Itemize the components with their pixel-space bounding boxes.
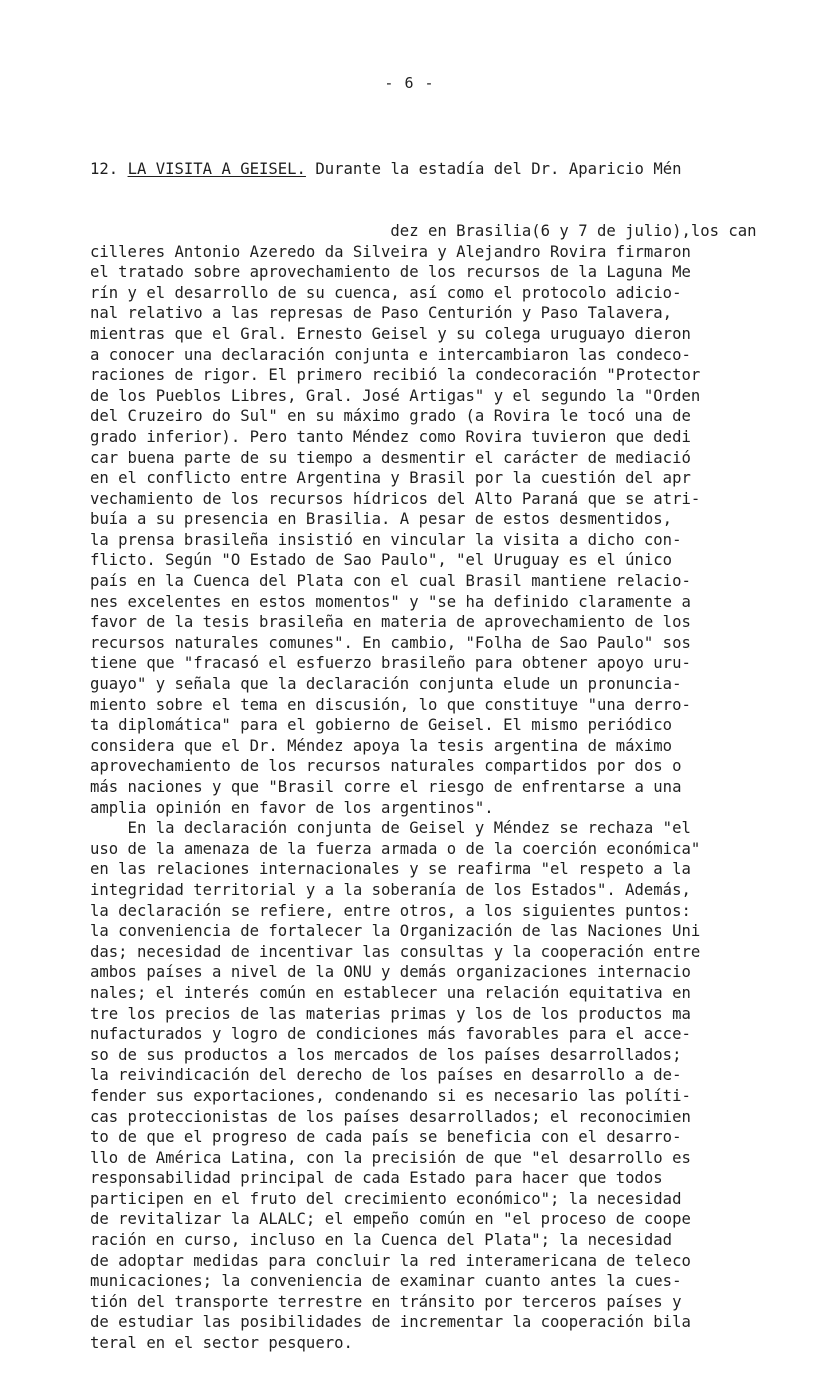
text-line: país en la Cuenca del Plata con el cual Brasil mantiene relacio- [90,572,691,591]
text-line: nes excelentes en estos momentos" y "se ha definido claramente a [90,592,691,611]
text-line: la prensa brasileña insistió en vincular la visita a dicho con- [90,530,682,549]
text-line: nufacturados y logro de condiciones más favorables para el acce- [90,1025,691,1044]
text-line: recursos naturales comunes". En cambio, "Folha de Sao Paulo" sos [90,633,691,652]
text-line: en las relaciones internacionales y se reafirma "el respeto a la [90,860,691,879]
text-line: En la declaración conjunta de Geisel y Méndez se rechaza "el [90,819,691,838]
text-line: das; necesidad de incentivar las consultas y la cooperación entre [90,942,701,961]
text-line: rín y el desarrollo de su cuenca, así como el protocolo adicio- [90,283,682,302]
text-line: integridad territorial y a la soberanía de los Estados". Además, [90,880,691,899]
text-line: mientras que el Gral. Ernesto Geisel y su colega uruguayo dieron [90,324,691,343]
text-line: car buena parte de su tiempo a desmentir el carácter de mediació [90,448,691,467]
text-line: raciones de rigor. El primero recibió la condecoración "Protector [90,366,701,385]
text-line: de adoptar medidas para concluir la red interamericana de teleco [90,1251,691,1270]
text-line: de estudiar las posibilidades de incrementar la cooperación bila [90,1313,691,1332]
text-line: la declaración se refiere, entre otros, a los siguientes puntos: [90,901,691,920]
text-line: tión del transporte terrestre en tránsito por terceros países y [90,1292,682,1311]
text-line: Durante la estadía del Dr. Aparicio Mén [305,160,682,179]
text-line: amplia opinión en favor de los argentinos". [90,798,494,817]
text-line: vechamiento de los recursos hídricos del Alto Paraná que se atri- [90,489,701,508]
text-line: grado inferior). Pero tanto Méndez como Rovira tuvieron que dedi [90,427,691,446]
text-line: del Cruzeiro do Sul" en su máximo grado (a Rovira le tocó una de [90,407,691,426]
text-line: el tratado sobre aprovechamiento de los recursos de la Laguna Me [90,263,691,282]
text-line: llo de América Latina, con la precisión de que "el desarrollo es [90,1148,691,1167]
text-line: buía a su presencia en Brasilia. A pesar de estos desmentidos, [90,510,673,529]
text-line: la conveniencia de fortalecer la Organización de las Naciones Uni [90,922,701,941]
text-line: tiene que "fracasó el esfuerzo brasileño para obtener apoyo uru- [90,654,691,673]
text-line: responsabilidad principal de cada Estado para hacer que todos [90,1169,663,1188]
section-title: LA VISITA A GEISEL. [127,160,306,179]
text-line: ración en curso, incluso en la Cuenca del Plata"; la necesidad [90,1231,673,1250]
text-line: uso de la amenaza de la fuerza armada o de la coerción económica" [90,839,701,858]
text-line: so de sus productos a los mercados de los países desarrollados; [90,1045,682,1064]
text-line: participen en el fruto del crecimiento económico"; la necesidad [90,1189,682,1208]
text-line: en el conflicto entre Argentina y Brasil por la cuestión del apr [90,469,691,488]
text-line: a conocer una declaración conjunta e intercambiaron las condeco- [90,345,691,364]
text-line: cilleres Antonio Azeredo da Silveira y Alejandro Rovira firmaron [90,242,691,261]
text-line: la reivindicación del derecho de los países en desarrollo a de- [90,1066,682,1085]
text-line: municaciones; la conveniencia de examinar cuanto antes la cues- [90,1272,682,1291]
section-heading-line [90,159,730,180]
section-number: 12. [90,160,119,179]
paragraph-lines [90,221,757,1354]
text-line: dez en Brasilia(6 y 7 de julio),los can [90,221,757,240]
text-line: favor de la tesis brasileña en materia de aprovechamiento de los [90,613,691,632]
text-line: más naciones y que "Brasil corre el riesgo de enfrentarse a una [90,778,682,796]
text-line: cas proteccionistas de los países desarrollados; el reconocimien [90,1107,691,1126]
text-line: nal relativo a las represas de Paso Centurión y Paso Talavera, [90,304,673,323]
text-line: teral en el sector pesquero. [90,1334,353,1353]
text-line: tre los precios de las materias primas y los de los productos ma [90,1004,691,1023]
text-line: to de que el progreso de cada país se beneficia con el desarro- [90,1128,682,1147]
page-number: - 6 - [384,74,435,92]
body-text [90,118,757,1395]
text-line: ta diplomática" para el gobierno de Geisel. El mismo periódico [90,716,673,735]
text-line: flicto. Según "O Estado de Sao Paulo", "el Uruguay es el único [90,551,673,570]
text-line: miento sobre el tema en discusión, lo que constituye "una derro- [90,695,691,714]
text-line: nales; el interés común en establecer una relación equitativa en [90,983,691,1002]
text-line: de revitalizar la ALALC; el empeño común en "el proceso de coope [90,1210,691,1229]
text-line: guayo" y señala que la declaración conjunta elude un pronuncia- [90,675,682,694]
text-line: aprovechamiento de los recursos naturales compartidos por dos o [90,757,682,776]
text-line: considera que el Dr. Méndez apoya la tesis argentina de máximo [90,736,673,755]
text-line: de los Pueblos Libres, Gral. José Artigas" y el segundo la "Orden [90,386,701,405]
text-line: ambos países a nivel de la ONU y demás organizaciones internacio [90,963,691,982]
text-line: fender sus exportaciones, condenando si es necesario las políti- [90,1086,691,1105]
